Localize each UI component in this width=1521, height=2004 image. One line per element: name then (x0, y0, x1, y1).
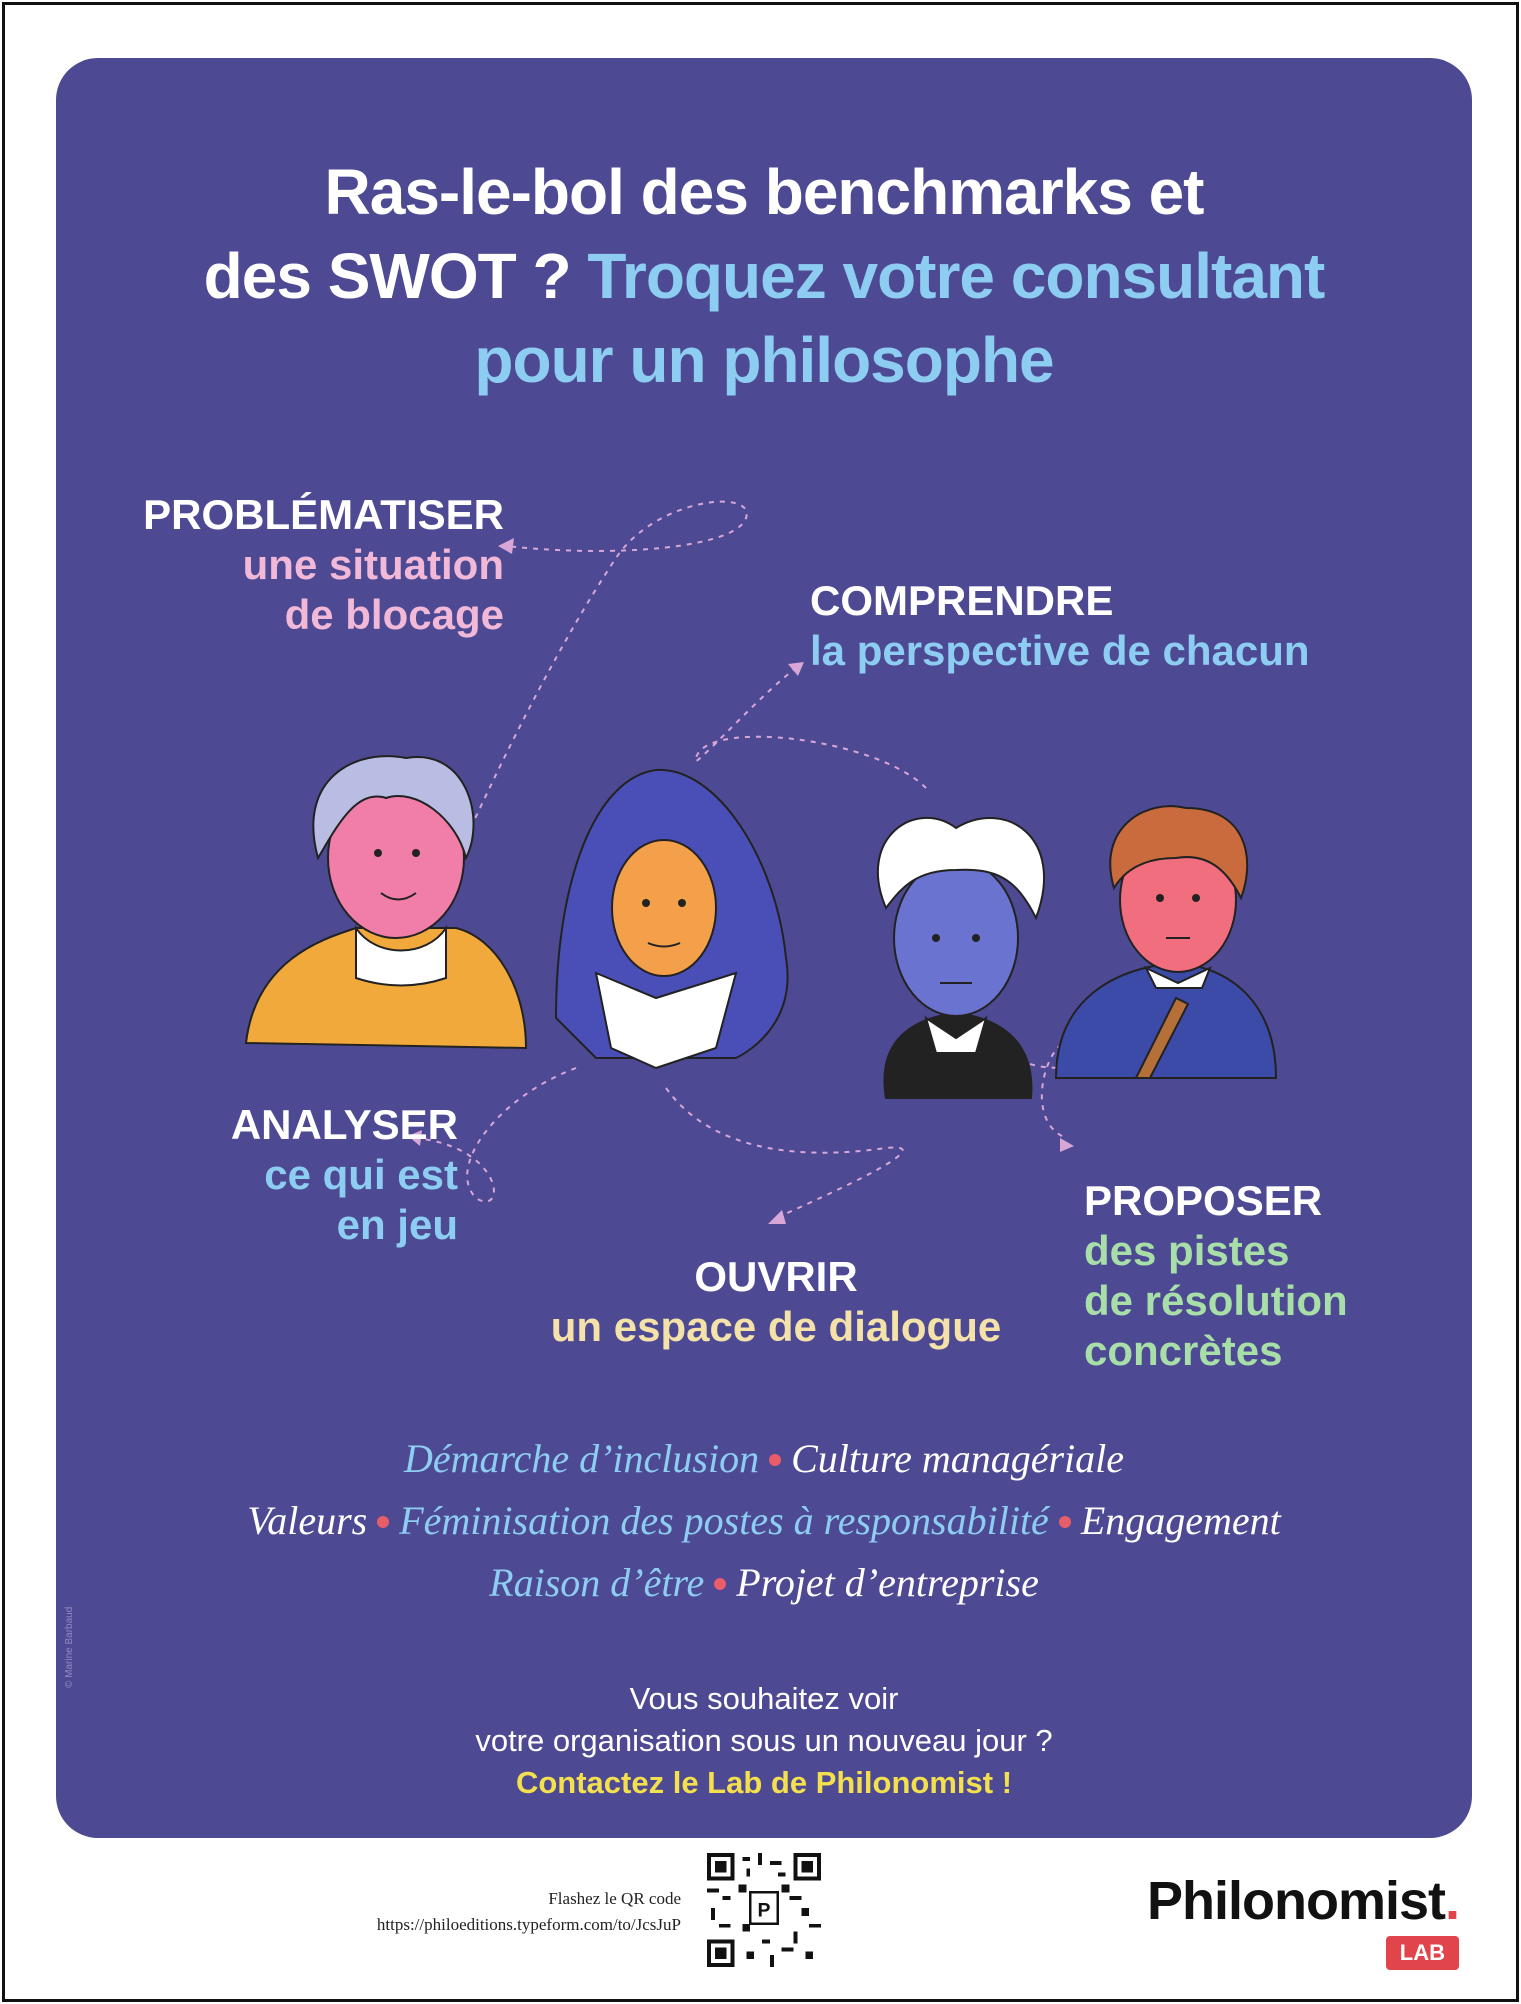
qr-instruction: Flashez le QR code (548, 1889, 681, 1908)
step-problematiser-desc2: de blocage (284, 591, 504, 638)
bullet-dot-icon (377, 1516, 389, 1528)
step-ouvrir-desc1: un espace de dialogue (550, 1303, 1002, 1350)
theme-item: Féminisation des postes à responsabilité (399, 1498, 1049, 1543)
step-comprendre-desc1: la perspective de chacun (810, 627, 1310, 674)
philosopher-portrait-kierkegaard (1056, 806, 1276, 1078)
bullet-dot-icon (1059, 1516, 1071, 1528)
philosopher-portrait-spinoza (556, 770, 788, 1068)
illustration-credit: © Marine Barbaud (64, 1606, 75, 1688)
brand-name: Philonomist. (1146, 1871, 1459, 1931)
poster-panel (56, 58, 1472, 1838)
themes-row-1 (56, 1428, 1472, 1490)
themes-list (56, 1428, 1472, 1614)
call-to-action (56, 1678, 1472, 1804)
arrow-to-ouvrir (666, 1088, 903, 1218)
theme-item: Valeurs (247, 1498, 368, 1543)
headline-line2-blue: Troquez votre consultant (587, 240, 1325, 312)
step-analyser (231, 1100, 458, 1250)
theme-item: Engagement (1080, 1498, 1281, 1543)
brand-logo (1147, 1870, 1459, 1970)
theme-item: Démarche d’inclusion (403, 1436, 760, 1481)
step-comprendre (810, 576, 1310, 676)
step-proposer-desc3: concrètes (1084, 1327, 1283, 1374)
step-proposer-verb: PROPOSER (1084, 1177, 1323, 1224)
step-problematiser-desc1: une situation (242, 541, 504, 588)
theme-item: Projet d’entreprise (736, 1560, 1039, 1605)
cta-line2: votre organisation sous un nouveau jour ? (475, 1723, 1053, 1758)
step-ouvrir-verb: OUVRIR (694, 1253, 858, 1300)
bullet-dot-icon (769, 1454, 781, 1466)
svg-text:P: P (757, 1899, 771, 1922)
philosopher-portrait-rousseau (246, 756, 526, 1048)
step-analyser-desc2: en jeu (336, 1201, 458, 1248)
theme-item: Culture managériale (791, 1436, 1125, 1481)
qr-code-icon[interactable] (707, 1853, 821, 1967)
qr-caption (377, 1886, 681, 1938)
step-problematiser (143, 490, 504, 640)
step-comprendre-verb: COMPRENDRE (810, 577, 1114, 624)
headline-line1: Ras-le-bol des benchmarks et (324, 156, 1204, 228)
step-proposer-desc1: des pistes (1084, 1227, 1290, 1274)
brand-lab-badge: LAB (1386, 1936, 1459, 1970)
step-proposer-desc2: de résolution (1084, 1277, 1348, 1324)
step-analyser-desc1: ce qui est (264, 1151, 458, 1198)
themes-row-2 (56, 1490, 1472, 1552)
headline-line3: pour un philosophe (474, 324, 1054, 396)
cta-line1: Vous souhaitez voir (629, 1681, 899, 1716)
step-ouvrir (496, 1252, 1056, 1352)
bullet-dot-icon (714, 1578, 726, 1590)
arrow-to-comprendre (695, 668, 926, 788)
theme-item: Raison d’être (489, 1560, 705, 1605)
cta-contact-link[interactable]: Contactez le Lab de Philonomist ! (515, 1765, 1013, 1800)
themes-row-3 (56, 1552, 1472, 1614)
step-problematiser-verb: PROBLÉMATISER (143, 491, 504, 538)
qr-url[interactable]: https://philoeditions.typeform.com/to/JcsJuP (376, 1915, 681, 1934)
step-analyser-verb: ANALYSER (230, 1101, 458, 1148)
philosopher-portrait-schopenhauer (878, 818, 1044, 1098)
headline-line2-white: des SWOT ? (203, 240, 588, 312)
step-proposer (1084, 1176, 1348, 1376)
